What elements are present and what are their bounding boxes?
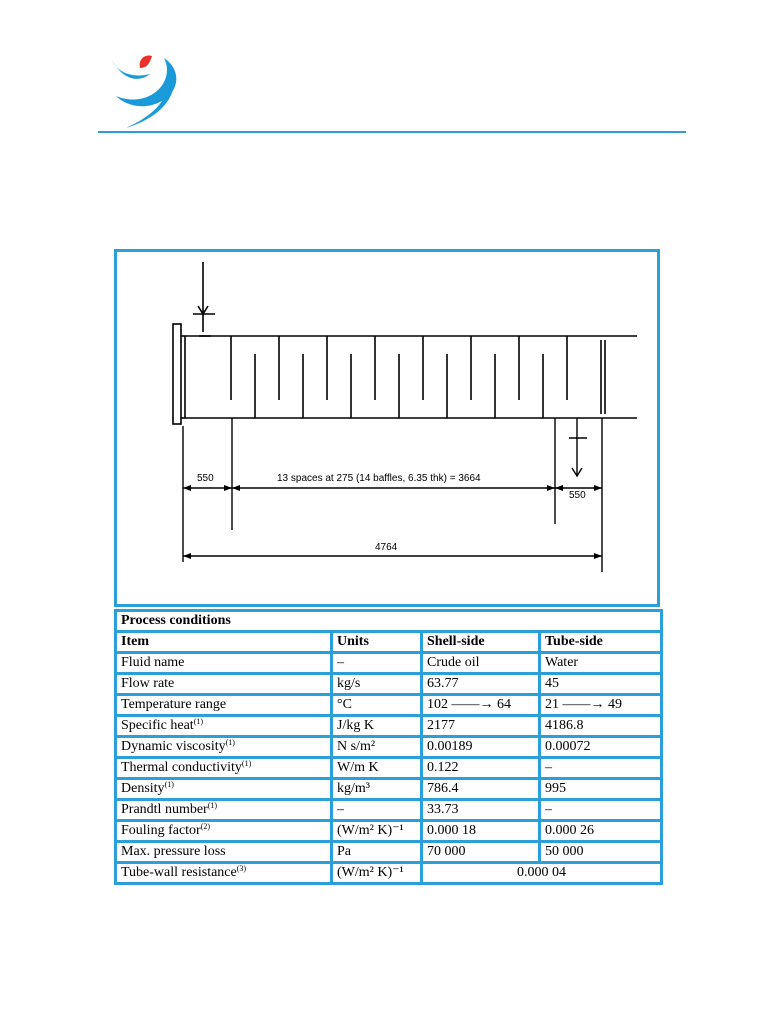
row-item: Specific heat$^{(1)}$	[116, 716, 332, 737]
row-item: Prandtl number$^{(1)}$	[116, 800, 332, 821]
row-item: Temperature range	[116, 695, 332, 716]
row-units: W/m K	[332, 758, 422, 779]
row-item: Fouling factor$^{(2)}$	[116, 821, 332, 842]
header-rule	[98, 131, 686, 133]
row-units: (W/m² K)⁻¹	[332, 863, 422, 884]
row-shell-side: 0.000 18	[422, 821, 540, 842]
row-tube-side: 0.000 26	[540, 821, 662, 842]
table-row	[116, 800, 662, 821]
row-units: –	[332, 653, 422, 674]
row-item: Fluid name	[116, 653, 332, 674]
row-units: N s/m²	[332, 737, 422, 758]
row-shell-side: 63.77	[422, 674, 540, 695]
row-tube-side: 21 ——→ 49	[540, 695, 662, 716]
dim-spaces-label: 13 spaces at 275 (14 baffles, 6.35 thk) = 3664	[277, 473, 481, 484]
row-tube-side: 4186.8	[540, 716, 662, 737]
baffles	[231, 336, 567, 418]
table-row	[116, 674, 662, 695]
table-row	[116, 695, 662, 716]
row-tube-side: –	[540, 758, 662, 779]
table-row	[116, 737, 662, 758]
table-row-tube-wall	[116, 863, 662, 884]
row-shell-side: Crude oil	[422, 653, 540, 674]
dim-right-label: 550	[569, 490, 586, 501]
row-units: (W/m² K)⁻¹	[332, 821, 422, 842]
table-row	[116, 758, 662, 779]
row-shell-side: 102 ——→ 64	[422, 695, 540, 716]
row-units: –	[332, 800, 422, 821]
row-shell-side: 70 000	[422, 842, 540, 863]
logo	[104, 48, 188, 132]
row-units: kg/m³	[332, 779, 422, 800]
row-value: 0.000 04	[422, 863, 662, 884]
row-item: Tube-wall resistance$^{(3)}$	[116, 863, 332, 884]
table-title-row	[116, 611, 662, 632]
table-header-row	[116, 632, 662, 653]
process-conditions-table	[114, 609, 663, 885]
row-tube-side: 45	[540, 674, 662, 695]
table-title: Process conditions	[116, 611, 662, 632]
exchanger-drawing	[114, 249, 660, 607]
row-item: Thermal conductivity$^{(1)}$	[116, 758, 332, 779]
row-shell-side: 2177	[422, 716, 540, 737]
row-units: °C	[332, 695, 422, 716]
table-row	[116, 779, 662, 800]
row-item: Flow rate	[116, 674, 332, 695]
row-shell-side: 0.00189	[422, 737, 540, 758]
dim-total-label: 4764	[375, 542, 398, 553]
row-tube-side: 995	[540, 779, 662, 800]
row-shell-side: 33.73	[422, 800, 540, 821]
row-item: Dynamic viscosity$^{(1)}$	[116, 737, 332, 758]
table-row	[116, 821, 662, 842]
dim-left-label: 550	[197, 473, 214, 484]
row-shell-side: 0.122	[422, 758, 540, 779]
header-tube-side: Tube-side	[540, 632, 662, 653]
header-item: Item	[116, 632, 332, 653]
row-tube-side: 50 000	[540, 842, 662, 863]
header-shell-side: Shell-side	[422, 632, 540, 653]
row-units: Pa	[332, 842, 422, 863]
row-tube-side: Water	[540, 653, 662, 674]
row-tube-side: 0.00072	[540, 737, 662, 758]
table-row	[116, 842, 662, 863]
row-units: kg/s	[332, 674, 422, 695]
row-units: J/kg K	[332, 716, 422, 737]
row-tube-side: –	[540, 800, 662, 821]
row-item: Density$^{(1)}$	[116, 779, 332, 800]
table-row	[116, 716, 662, 737]
table-row	[116, 653, 662, 674]
row-shell-side: 786.4	[422, 779, 540, 800]
header-units: Units	[332, 632, 422, 653]
row-item: Max. pressure loss	[116, 842, 332, 863]
